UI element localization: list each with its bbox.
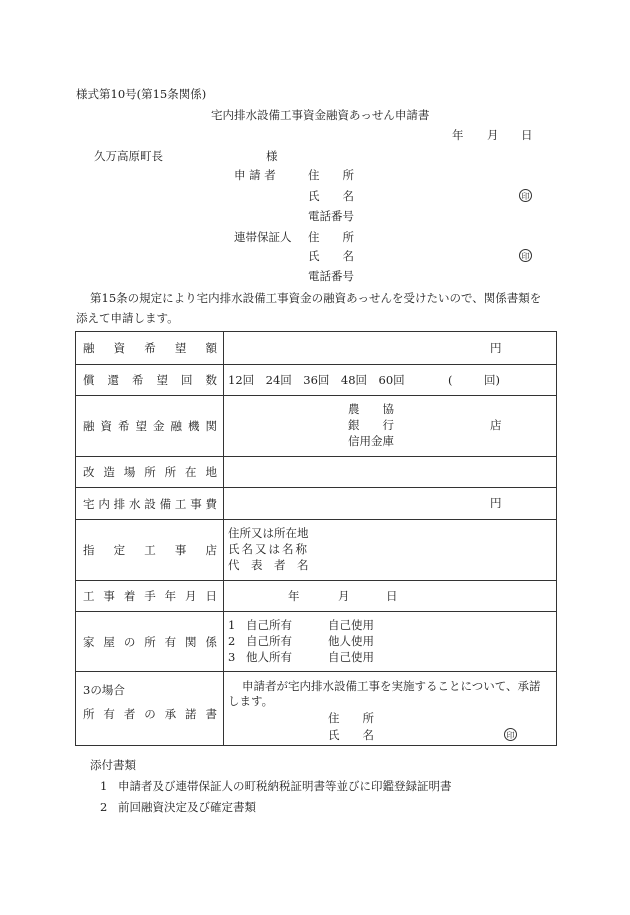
date-day-label: 日 — [521, 128, 533, 142]
applicant-seal-icon: 印 — [519, 189, 532, 202]
guarantor-seal-icon: 印 — [519, 249, 532, 262]
ownership-option-use: 他人使用 — [328, 634, 374, 648]
consent-seal-icon: 印 — [504, 728, 517, 741]
contractor-rep-label: 代 表 者 名 — [228, 558, 309, 572]
repayment-field[interactable] — [224, 365, 557, 396]
ownership-option-num: 1 — [228, 618, 236, 632]
institution-branch-label: 店 — [490, 418, 502, 432]
consent-address-label: 住 所 — [328, 711, 374, 725]
body-text-line2: 添えて申請します。 — [76, 311, 179, 325]
attachments-heading: 添付書類 — [90, 758, 136, 772]
guarantor-address-label: 住 所 — [308, 230, 354, 244]
attachment-text-1: 申請者及び連帯保証人の町税納税証明書等並びに印鑑登録証明書 — [118, 779, 452, 793]
ownership-option-use: 自己使用 — [328, 618, 374, 632]
contractor-address-label: 住所又は所在地 — [228, 526, 309, 540]
loan-amount-label: 融 資 希 望 額 — [76, 332, 224, 365]
ownership-label: 家 屋 の 所 有 関 係 — [76, 612, 224, 672]
cost-field[interactable] — [224, 488, 557, 520]
attachment-num-2: 2 — [100, 800, 108, 814]
applicant-phone-label: 電話番号 — [308, 209, 354, 223]
loan-amount-field[interactable] — [224, 332, 557, 365]
consent-label-top: 3の場合 — [83, 683, 125, 697]
consent-text-line1: 申請者が宅内排水設備工事を実施することについて、承諾 — [242, 679, 541, 693]
start-date-field[interactable] — [224, 581, 557, 612]
attachment-num-1: 1 — [100, 779, 108, 793]
start-date-day: 日 — [386, 589, 398, 603]
start-date-month: 月 — [338, 589, 350, 603]
application-table — [75, 331, 557, 746]
start-date-year: 年 — [288, 589, 300, 603]
cost-row — [76, 488, 557, 520]
guarantor-phone-label: 電話番号 — [308, 269, 354, 283]
contractor-name-label: 氏名又は名称 — [228, 542, 309, 556]
date-year-label: 年 — [452, 128, 464, 142]
applicant-role: 申 請 者 — [234, 168, 276, 182]
consent-text-line2: します。 — [228, 694, 274, 708]
cost-unit: 円 — [490, 496, 502, 510]
ownership-row — [76, 612, 557, 672]
location-field[interactable] — [224, 457, 557, 488]
repayment-options: 12回 24回 36回 48回 60回 — [228, 373, 405, 387]
institution-row — [76, 396, 557, 457]
consent-name-label: 氏 名 — [328, 728, 374, 742]
institution-option-shinkin: 信用金庫 — [348, 434, 394, 448]
consent-field[interactable] — [224, 672, 557, 746]
date-month-label: 月 — [487, 128, 499, 142]
applicant-address-label: 住 所 — [308, 168, 354, 182]
start-date-row — [76, 581, 557, 612]
ownership-option-owner: 自己所有 — [246, 618, 292, 632]
contractor-row — [76, 520, 557, 581]
institution-field[interactable] — [224, 396, 557, 457]
ownership-option-owner: 他人所有 — [246, 650, 292, 664]
ownership-option-use: 自己使用 — [328, 650, 374, 664]
consent-label: 3の場合 所 有 者 の 承 諾 書 — [76, 672, 224, 746]
location-row — [76, 457, 557, 488]
addressee-honorific: 様 — [266, 149, 278, 163]
institution-option-nokyo: 農 協 — [348, 402, 394, 416]
contractor-label: 指 定 工 事 店 — [76, 520, 224, 581]
document-title: 宅内排水設備工事資金融資あっせん申請書 — [211, 108, 430, 122]
loan-amount-unit: 円 — [490, 341, 502, 355]
contractor-field[interactable] — [224, 520, 557, 581]
ownership-option-owner: 自己所有 — [246, 634, 292, 648]
loan-amount-row — [76, 332, 557, 365]
repayment-other-open: ( — [448, 373, 453, 387]
attachment-text-2: 前回融資決定及び確定書類 — [118, 800, 256, 814]
repayment-label: 償 還 希 望 回 数 — [76, 365, 224, 396]
ownership-option-num: 3 — [228, 650, 236, 664]
start-date-label: 工 事 着 手 年 月 日 — [76, 581, 224, 612]
guarantor-role: 連帯保証人 — [234, 230, 292, 244]
repayment-other-close: 回) — [484, 373, 500, 387]
ownership-option-num: 2 — [228, 634, 236, 648]
addressee-name: 久万高原町長 — [94, 149, 163, 163]
form-number: 様式第10号(第15条関係) — [76, 87, 207, 101]
body-text-line1: 第15条の規定により宅内排水設備工事資金の融資あっせんを受けたいので、関係書類を — [90, 291, 542, 305]
location-label: 改 造 場 所 所 在 地 — [76, 457, 224, 488]
ownership-field[interactable] — [224, 612, 557, 672]
institution-label: 融 資 希 望 金 融 機 関 — [76, 396, 224, 457]
guarantor-name-label: 氏 名 — [308, 249, 354, 263]
institution-option-bank: 銀 行 — [348, 418, 394, 432]
repayment-row — [76, 365, 557, 396]
cost-label: 宅 内 排 水 設 備 工 事 費 — [76, 488, 224, 520]
consent-row — [76, 672, 557, 746]
applicant-name-label: 氏 名 — [308, 189, 354, 203]
